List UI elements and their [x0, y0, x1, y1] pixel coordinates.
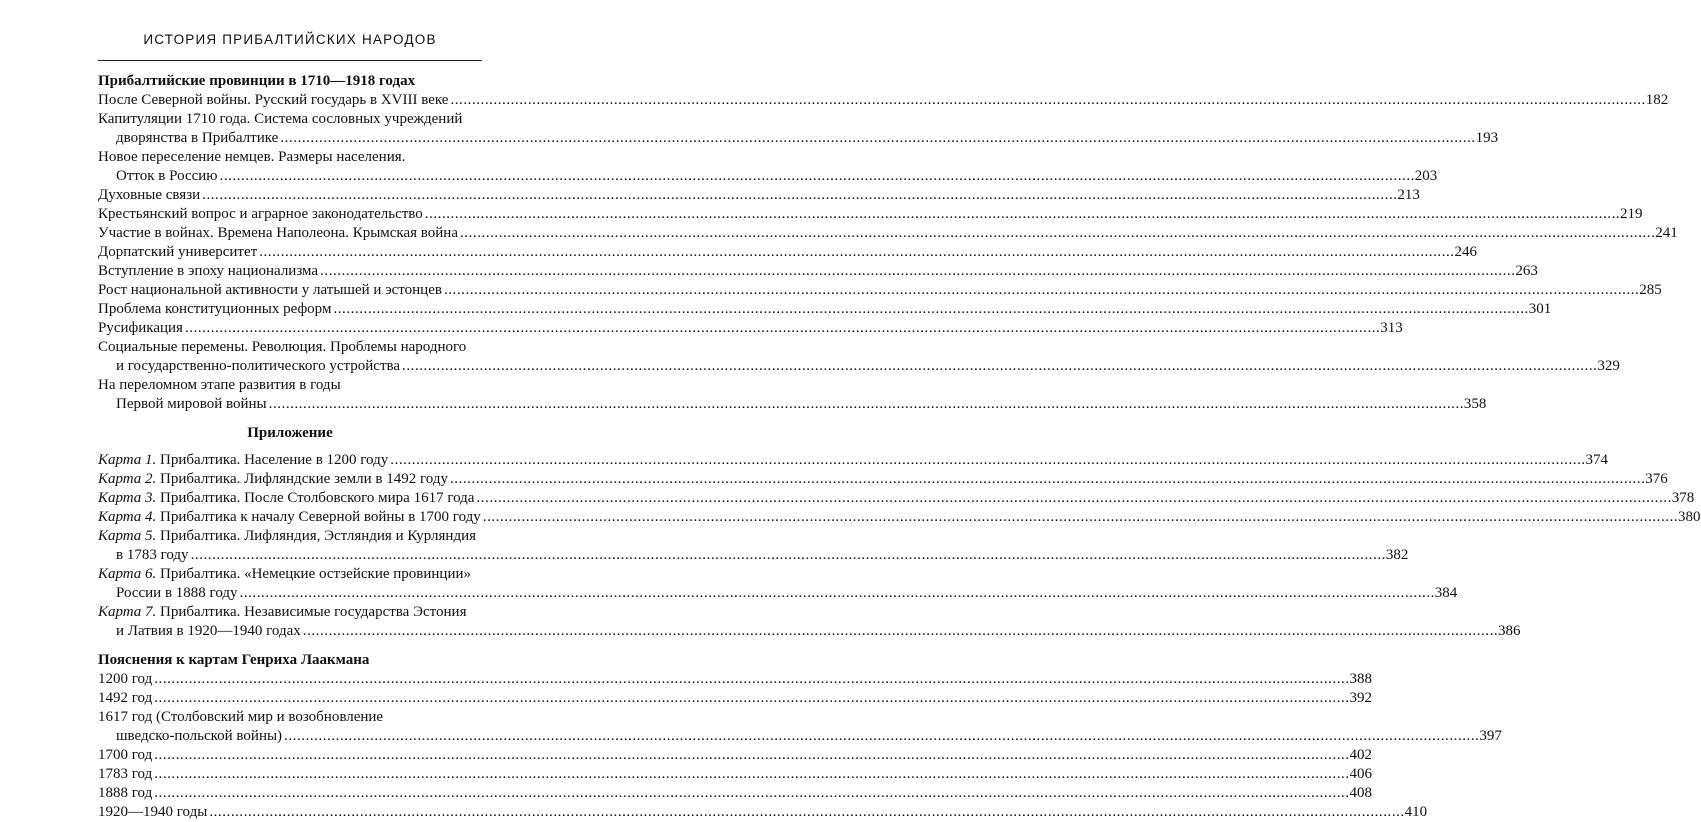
entry-text: 1920—1940 годы	[98, 804, 208, 820]
entry-text: Участие в войнах. Времена Наполеона. Крымская война	[98, 225, 458, 241]
section-entries	[98, 91, 1678, 414]
toc-entry	[98, 110, 1499, 148]
entry-row	[98, 224, 1678, 243]
dot-leader	[257, 243, 1454, 262]
map-label: Карта 6.	[98, 566, 157, 582]
map-title: Прибалтика. Лифляндия, Эстляндия и Курляндия	[156, 528, 477, 544]
toc-entry	[98, 803, 1428, 822]
entry-row	[98, 167, 1438, 186]
dot-leader	[152, 670, 1349, 689]
entry-row	[98, 584, 1458, 603]
map-title: Прибалтика. Население в 1200 году	[156, 452, 389, 468]
map-entry	[98, 565, 1458, 603]
page-number: 374	[1585, 452, 1609, 468]
entry-text-line	[98, 527, 482, 546]
entry-text: Рост национальной активности у латышей и эстонцев	[98, 282, 442, 298]
entry-text: и государственно-политического устройства	[116, 358, 401, 374]
toc-entry	[98, 708, 1502, 746]
entry-text: 1492 год	[98, 690, 153, 706]
entry-text: 1700 год	[98, 747, 153, 763]
map-label: Карта 3.	[98, 490, 157, 506]
entry-text: Крестьянский вопрос и аграрное законодательство	[98, 206, 423, 222]
page-number: 397	[1479, 728, 1502, 744]
page-number: 329	[1597, 358, 1620, 374]
entry-row	[98, 784, 1372, 803]
toc-entry	[98, 765, 1372, 784]
entry-text-line	[98, 603, 482, 622]
entry-text: Отток в Россию	[116, 168, 218, 184]
entry-row	[98, 300, 1552, 319]
map-label: Карта 4.	[98, 509, 157, 525]
dot-leader	[423, 205, 1620, 224]
header-rule	[98, 60, 482, 61]
map-entry	[98, 489, 1695, 508]
entry-text: После Северной войны. Русский государь в XVIII веке	[98, 92, 449, 108]
entry-row	[98, 670, 1372, 689]
dot-leader	[331, 300, 1528, 319]
section-title: Приложение	[247, 425, 333, 441]
dot-leader	[278, 129, 1475, 148]
entry-text-line: 1617 год (Столбовский мир и возобновление	[98, 709, 384, 725]
page-number: 408	[1349, 785, 1372, 801]
map-title: Прибалтика к началу Северной войны в 1700 году	[156, 509, 481, 525]
dot-leader	[448, 470, 1645, 489]
page-number: 301	[1528, 301, 1552, 317]
entry-row	[98, 91, 1669, 110]
entry-row	[98, 508, 1701, 527]
toc-entry	[98, 243, 1477, 262]
map-title: Прибалтика. Независимые государства Эстония	[156, 604, 467, 620]
entry-row	[98, 205, 1643, 224]
page-number: 193	[1475, 130, 1499, 146]
page-number: 263	[1515, 263, 1538, 279]
page-number: 378	[1671, 490, 1695, 506]
toc-entry	[98, 319, 1403, 338]
entry-text: Русификация	[98, 320, 183, 336]
dot-leader	[152, 765, 1349, 784]
section-maps	[98, 451, 1701, 641]
map-label: Карта 1.	[98, 452, 157, 468]
entry-text: 1200 год	[98, 671, 153, 687]
dot-leader	[301, 622, 1498, 641]
entry-text: России в 1888 году	[116, 585, 238, 601]
dot-leader	[474, 489, 1671, 508]
entry-row	[98, 489, 1695, 508]
map-entry	[98, 603, 1521, 641]
entry-text: Первой мировой войны	[116, 396, 267, 412]
dot-leader	[189, 546, 1386, 565]
dot-leader	[442, 281, 1639, 300]
entry-text: дворянства в Прибалтике	[116, 130, 279, 146]
dot-leader	[282, 727, 1479, 746]
entry-text: Дорпатский университет	[98, 244, 258, 260]
entry-text: Проблема конституционных реформ	[98, 301, 332, 317]
entry-row	[98, 319, 1403, 338]
entry-text-line	[98, 565, 482, 584]
page-number: 182	[1645, 92, 1669, 108]
page-number: 384	[1434, 585, 1458, 601]
entry-text	[98, 508, 481, 527]
page-number: 213	[1397, 187, 1420, 203]
entry-row	[98, 357, 1620, 376]
dot-leader	[152, 689, 1349, 708]
entry-text: Вступление в эпоху национализма	[98, 263, 319, 279]
entry-row	[98, 281, 1662, 300]
page-number: 285	[1639, 282, 1662, 298]
page-number: 402	[1349, 747, 1372, 763]
entry-text	[98, 451, 388, 470]
toc-entry	[98, 689, 1372, 708]
entry-row	[98, 803, 1428, 822]
section-title: Пояснения к картам Генриха Лаакмана	[98, 652, 370, 668]
entry-text-line: На переломном этапе развития в годы	[98, 377, 341, 393]
dot-leader	[267, 395, 1464, 414]
entry-text: шведско-польской войны)	[116, 728, 283, 744]
map-title: Прибалтика. «Немецкие остзейские провинции»	[156, 566, 471, 582]
map-title: Прибалтика. Лифляндские земли в 1492 году	[156, 471, 448, 487]
entry-text	[98, 489, 474, 508]
toc-entry	[98, 262, 1538, 281]
page-number: 219	[1620, 206, 1643, 222]
toc-entry	[98, 338, 1620, 376]
dot-leader	[152, 784, 1349, 803]
dot-leader	[152, 746, 1349, 765]
map-entry	[98, 527, 1409, 565]
section-entries	[98, 670, 1502, 822]
entry-text: 1888 год	[98, 785, 153, 801]
page-number: 203	[1414, 168, 1438, 184]
page-number: 382	[1385, 547, 1409, 563]
entry-text-line: Капитуляции 1710 года. Система сословных учреждений	[98, 111, 463, 127]
entry-text-line: Новое переселение немцев. Размеры населения.	[98, 149, 406, 165]
entry-text: 1783 год	[98, 766, 153, 782]
dot-leader	[388, 451, 1585, 470]
entry-text: Духовные связи	[98, 187, 201, 203]
running-head: ИСТОРИЯ ПРИБАЛТИЙСКИХ НАРОДОВ	[143, 32, 437, 47]
page-number: 358	[1463, 396, 1487, 412]
toc-entry	[98, 376, 1487, 414]
toc-entry	[98, 205, 1643, 224]
page-number: 380	[1678, 509, 1701, 525]
section-title: Прибалтийские провинции в 1710—1918 годах	[98, 73, 416, 89]
toc-entry	[98, 300, 1552, 319]
dot-leader	[318, 262, 1515, 281]
entry-row	[98, 129, 1499, 148]
map-entry	[98, 451, 1609, 470]
dot-leader	[400, 357, 1597, 376]
page-number: 376	[1645, 471, 1668, 487]
map-entry	[98, 470, 1668, 489]
entry-row	[98, 186, 1420, 205]
dot-leader	[183, 319, 1380, 338]
dot-leader	[448, 91, 1645, 110]
map-label: Карта 2.	[98, 471, 157, 487]
entry-row	[98, 727, 1502, 746]
toc-entry	[98, 148, 1438, 186]
toc-entry	[98, 224, 1678, 243]
map-entry	[98, 508, 1701, 527]
toc-entry	[98, 670, 1372, 689]
entry-text-line: Социальные перемены. Революция. Проблемы народного	[98, 339, 467, 355]
map-title: Прибалтика. После Столбовского мира 1617 года	[156, 490, 475, 506]
page-number: 388	[1349, 671, 1372, 687]
entry-row	[98, 546, 1409, 565]
page-number: 241	[1655, 225, 1678, 241]
entry-text	[98, 470, 448, 489]
dot-leader	[481, 508, 1678, 527]
map-label: Карта 7.	[98, 604, 157, 620]
table-of-contents	[98, 72, 1701, 822]
entry-text: и Латвия в 1920—1940 годах	[116, 623, 301, 639]
page-number: 386	[1498, 623, 1521, 639]
entry-text: в 1783 году	[116, 547, 189, 563]
dot-leader	[238, 584, 1435, 603]
toc-entry	[98, 186, 1420, 205]
entry-row	[98, 451, 1609, 470]
entry-row	[98, 262, 1538, 281]
entry-row	[98, 746, 1372, 765]
toc-entry	[98, 746, 1372, 765]
toc-entry	[98, 91, 1669, 110]
dot-leader	[200, 186, 1397, 205]
entry-row	[98, 470, 1668, 489]
page-number: 406	[1349, 766, 1372, 782]
toc-entry	[98, 784, 1372, 803]
page-number: 313	[1380, 320, 1403, 336]
dot-leader	[207, 803, 1404, 822]
map-label: Карта 5.	[98, 528, 157, 544]
entry-row	[98, 765, 1372, 784]
dot-leader	[458, 224, 1655, 243]
dot-leader	[218, 167, 1415, 186]
page-number: 246	[1454, 244, 1477, 260]
page-number: 410	[1404, 804, 1428, 820]
entry-row	[98, 395, 1487, 414]
page-number: 392	[1349, 690, 1372, 706]
entry-row	[98, 689, 1372, 708]
entry-row	[98, 622, 1521, 641]
entry-row	[98, 243, 1477, 262]
toc-entry	[98, 281, 1662, 300]
